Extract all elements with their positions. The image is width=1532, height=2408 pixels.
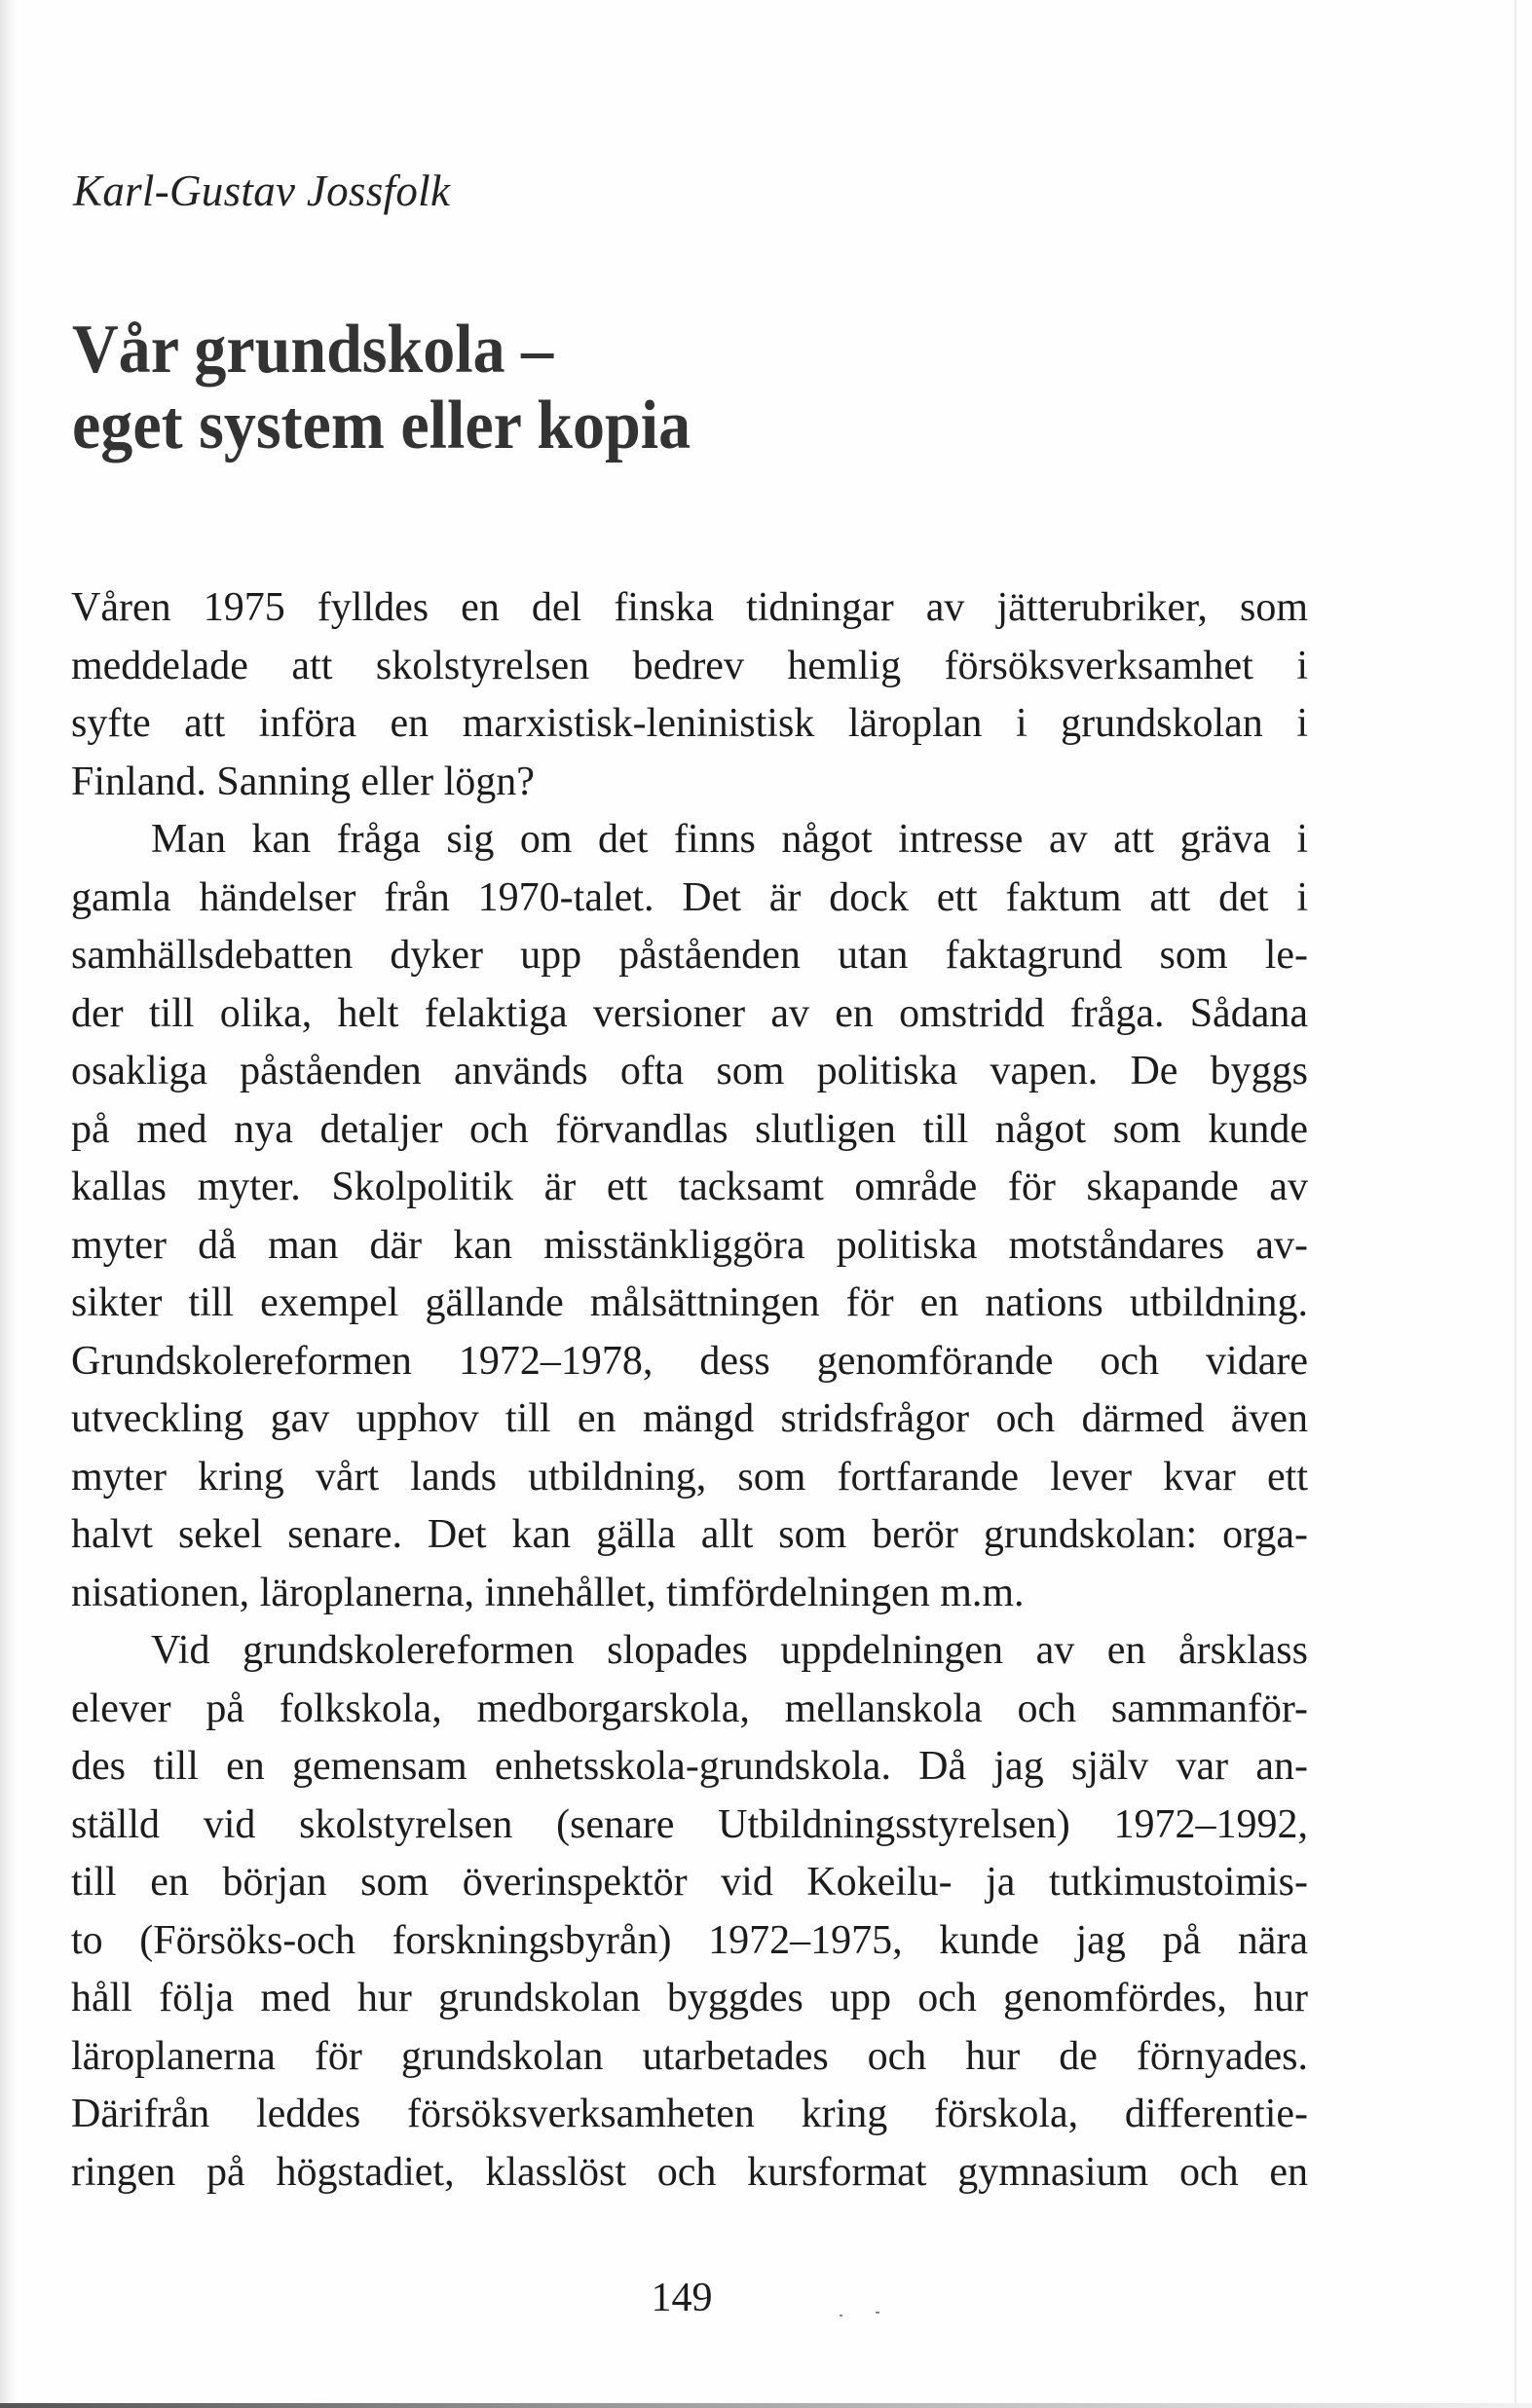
text-line: på med nya detaljer och förvandlas slutligen till något som kunde [71,1106,1308,1152]
paragraph [71,1622,1308,2202]
text-line: Våren 1975 fylldes en del finska tidningar av jätterubriker, som [71,585,1308,630]
text-line: syfte att införa en marxistisk-leninistisk läroplan i grundskolan i [71,701,1308,746]
text-line: myter kring vårt lands utbildning, som fortfarande lever kvar ett [71,1454,1308,1500]
text-line: Därifrån leddes försöksverksamheten kring förskola, differentie- [71,2092,1308,2136]
text-line: läroplanerna för grundskolan utarbetades och hur de förnyades. [71,2033,1308,2079]
text-line: sikter till exempel gällande målsättningen för en nations utbildning. [71,1280,1308,1325]
scan-speck [876,2312,879,2314]
text-line: håll följa med hur grundskolan byggdes upp och genomfördes, hur [71,1976,1308,2020]
scan-speck [840,2315,842,2316]
paragraph [71,811,1308,1622]
paragraph [71,579,1308,811]
text-line: halvt sekel senare. Det kan gälla allt som berör grundskolan: orga- [71,1512,1308,1557]
text-line: Man kan fråga sig om det finns något intresse av att gräva i [151,817,1308,862]
title-line-2: eget system eller kopia [72,388,691,463]
text-line: der till olika, helt felaktiga versioner av en omstridd fråga. Sådana [71,990,1308,1036]
text-line: Grundskolereformen 1972–1978, dess genomförande och vidare [71,1338,1308,1384]
text-line: myter då man där kan misstänkliggöra politiska motståndares av- [71,1222,1308,1268]
text-line: Finland. Sanning eller lögn? [71,759,535,804]
title-line-1: Vår grundskola – [72,312,554,388]
author-name: Karl-Gustav Jossfolk [73,167,451,215]
text-line: ställd vid skolstyrelsen (senare Utbildningsstyrelsen) 1972–1992, [71,1801,1308,1847]
page-number: 149 [651,2276,713,2320]
scan-bottom-edge [0,2403,1532,2408]
article-title [72,312,691,463]
text-line: nisationen, läroplanerna, innehållet, timfördelningen m.m. [71,1570,1025,1615]
text-line: elever på folkskola, medborgarskola, mellanskola och sammanför- [71,1686,1308,1731]
text-line: kallas myter. Skolpolitik är ett tacksamt område för skapande av [71,1165,1308,1209]
page-edge-line [1514,0,1516,2408]
text-line: ringen på högstadiet, klasslöst och kursformat gymnasium och en [71,2149,1308,2195]
text-line: meddelade att skolstyrelsen bedrev hemlig försöksverksamhet i [71,643,1308,688]
text-line: gamla händelser från 1970-talet. Det är dock ett faktum att det i [71,874,1308,920]
text-line: Vid grundskolereformen slopades uppdelningen av en årsklass [151,1628,1308,1673]
text-line: des till en gemensam enhetsskola-grundskola. Då jag själv var an- [71,1744,1308,1789]
text-line: osakliga påståenden används ofta som politiska vapen. De byggs [71,1049,1308,1093]
page-gutter-shadow [0,0,18,2408]
text-line: till en början som överinspektör vid Kokeilu- ja tutkimustoimis- [71,1860,1308,1905]
text-line: to (Försöks-och forskningsbyrån) 1972–1975, kunde jag på nära [71,1917,1308,1963]
article-body [71,579,1308,2202]
text-line: samhällsdebatten dyker upp påståenden utan faktagrund som le- [71,933,1308,978]
text-line: utveckling gav upphov till en mängd stridsfrågor och därmed även [71,1396,1308,1441]
